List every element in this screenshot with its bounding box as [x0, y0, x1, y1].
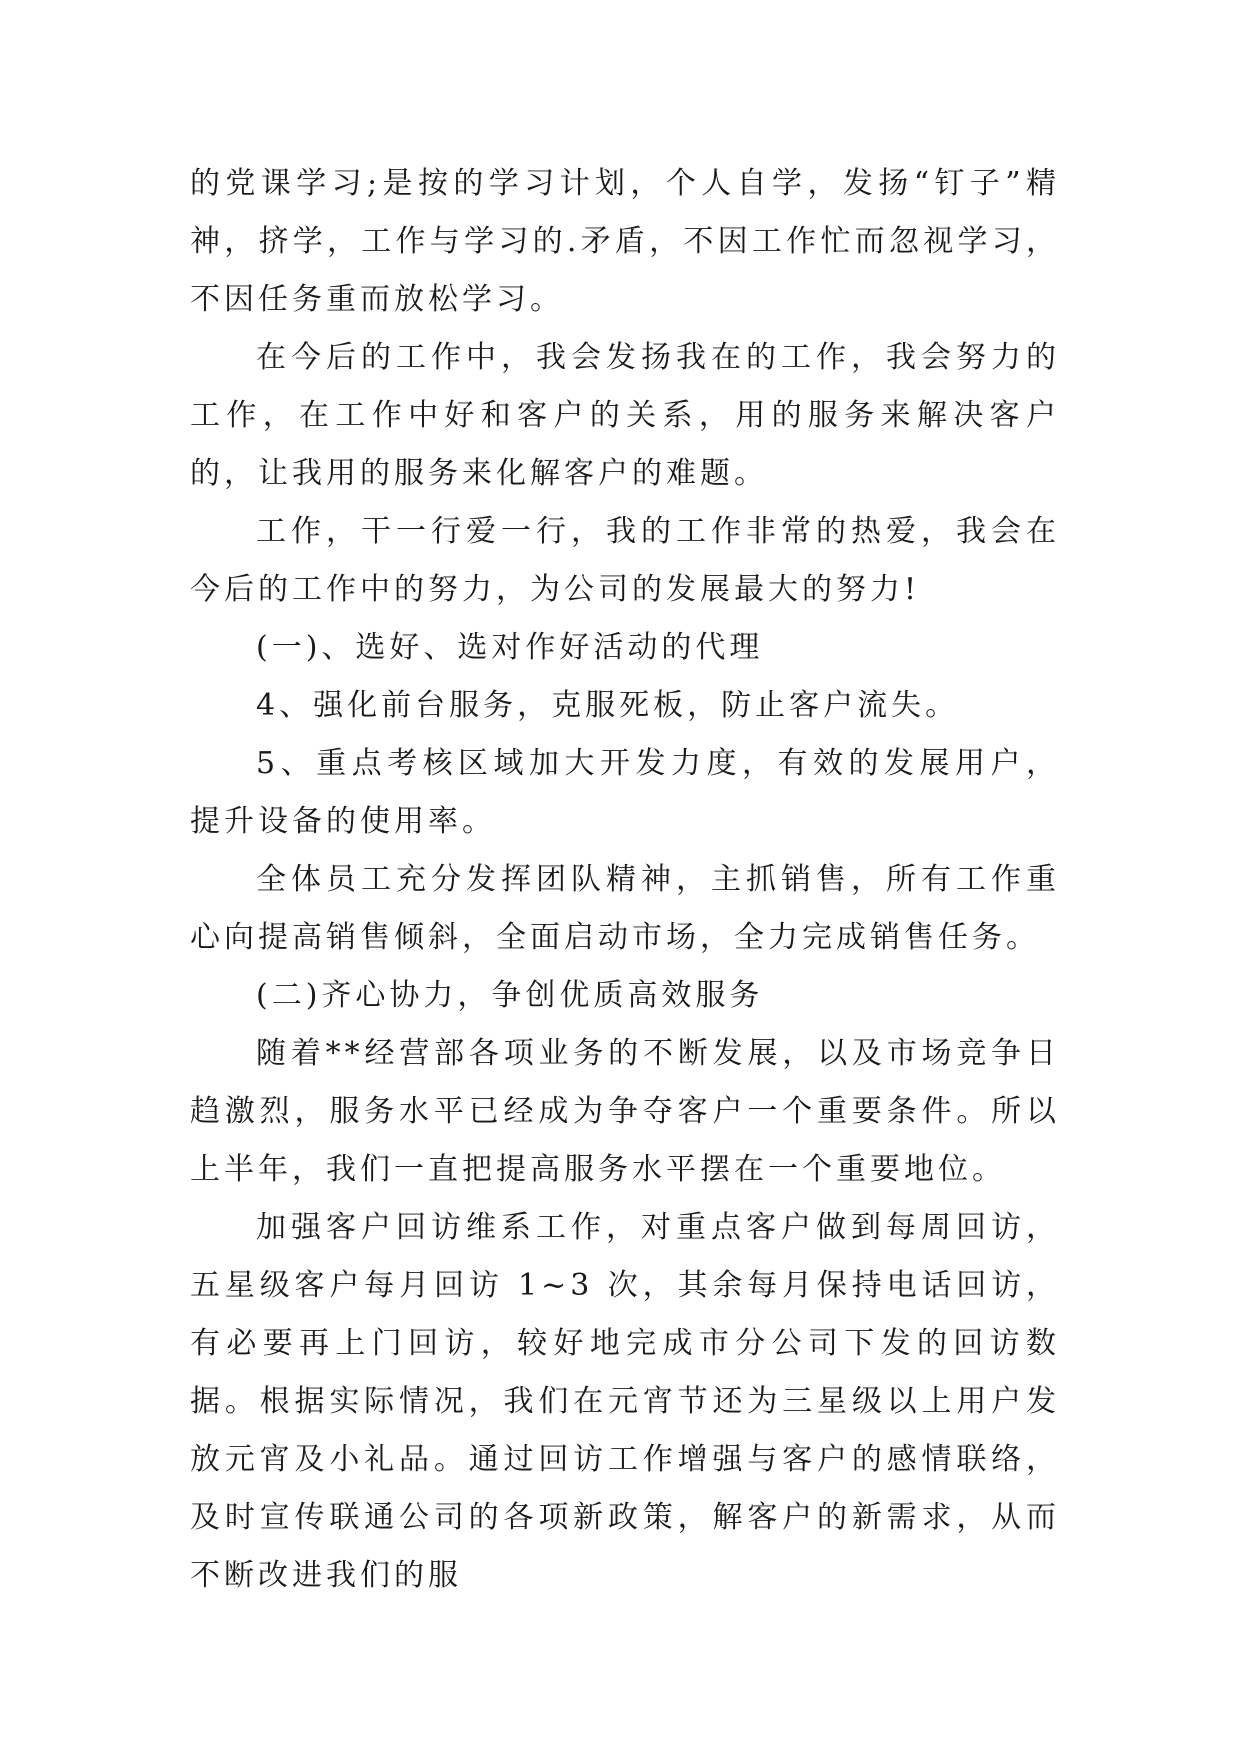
paragraph-5: 随着**经营部各项业务的不断发展，以及市场竞争日趋激烈，服务水平已经成为争夺客户一个重要条件。所以上半年，我们一直把提高服务水平摆在一个重要地位。	[190, 1036, 1060, 1187]
paragraph-1: 的党课学习;是按的学习计划，个人自学，发扬“钉子”精神，挤学，工作与学习的.矛盾，不因工作忙而忽视学习，不因任务重而放松学习。	[190, 166, 1060, 317]
list-item-5: 5、重点考核区域加大开发力度，有效的发展用户，提升设备的使用率。	[190, 746, 1060, 839]
section-heading-2: (二)齐心协力，争创优质高效服务	[256, 978, 764, 1013]
list-item-4: 4、强化前台服务，克服死板，防止客户流失。	[256, 688, 960, 723]
document-body	[190, 155, 1060, 1605]
section-heading-1: (一)、选好、选对作好活动的代理	[256, 630, 764, 665]
paragraph-6: 加强客户回访维系工作，对重点客户做到每周回访，五星级客户每月回访 1~3 次，其余每月保持电话回访，有必要再上门回访，较好地完成市分公司下发的回访数据。根据实际情况，我们在元宵节还为三星级以上用户发放元宵及小礼品。通过回访工作增强与客户的感情联络，及时宣传联通公司的各项新政策，解客户的新需求，从而不断改进我们的服	[190, 1210, 1060, 1593]
paragraph-3: 工作，干一行爱一行，我的工作非常的热爱，我会在今后的工作中的努力，为公司的发展最大的努力!	[190, 514, 1060, 607]
paragraph-2: 在今后的工作中，我会发扬我在的工作，我会努力的工作，在工作中好和客户的关系，用的服务来解决客户的，让我用的服务来化解客户的难题。	[190, 340, 1060, 491]
paragraph-4: 全体员工充分发挥团队精神，主抓销售，所有工作重心向提高销售倾斜，全面启动市场，全力完成销售任务。	[190, 862, 1060, 955]
